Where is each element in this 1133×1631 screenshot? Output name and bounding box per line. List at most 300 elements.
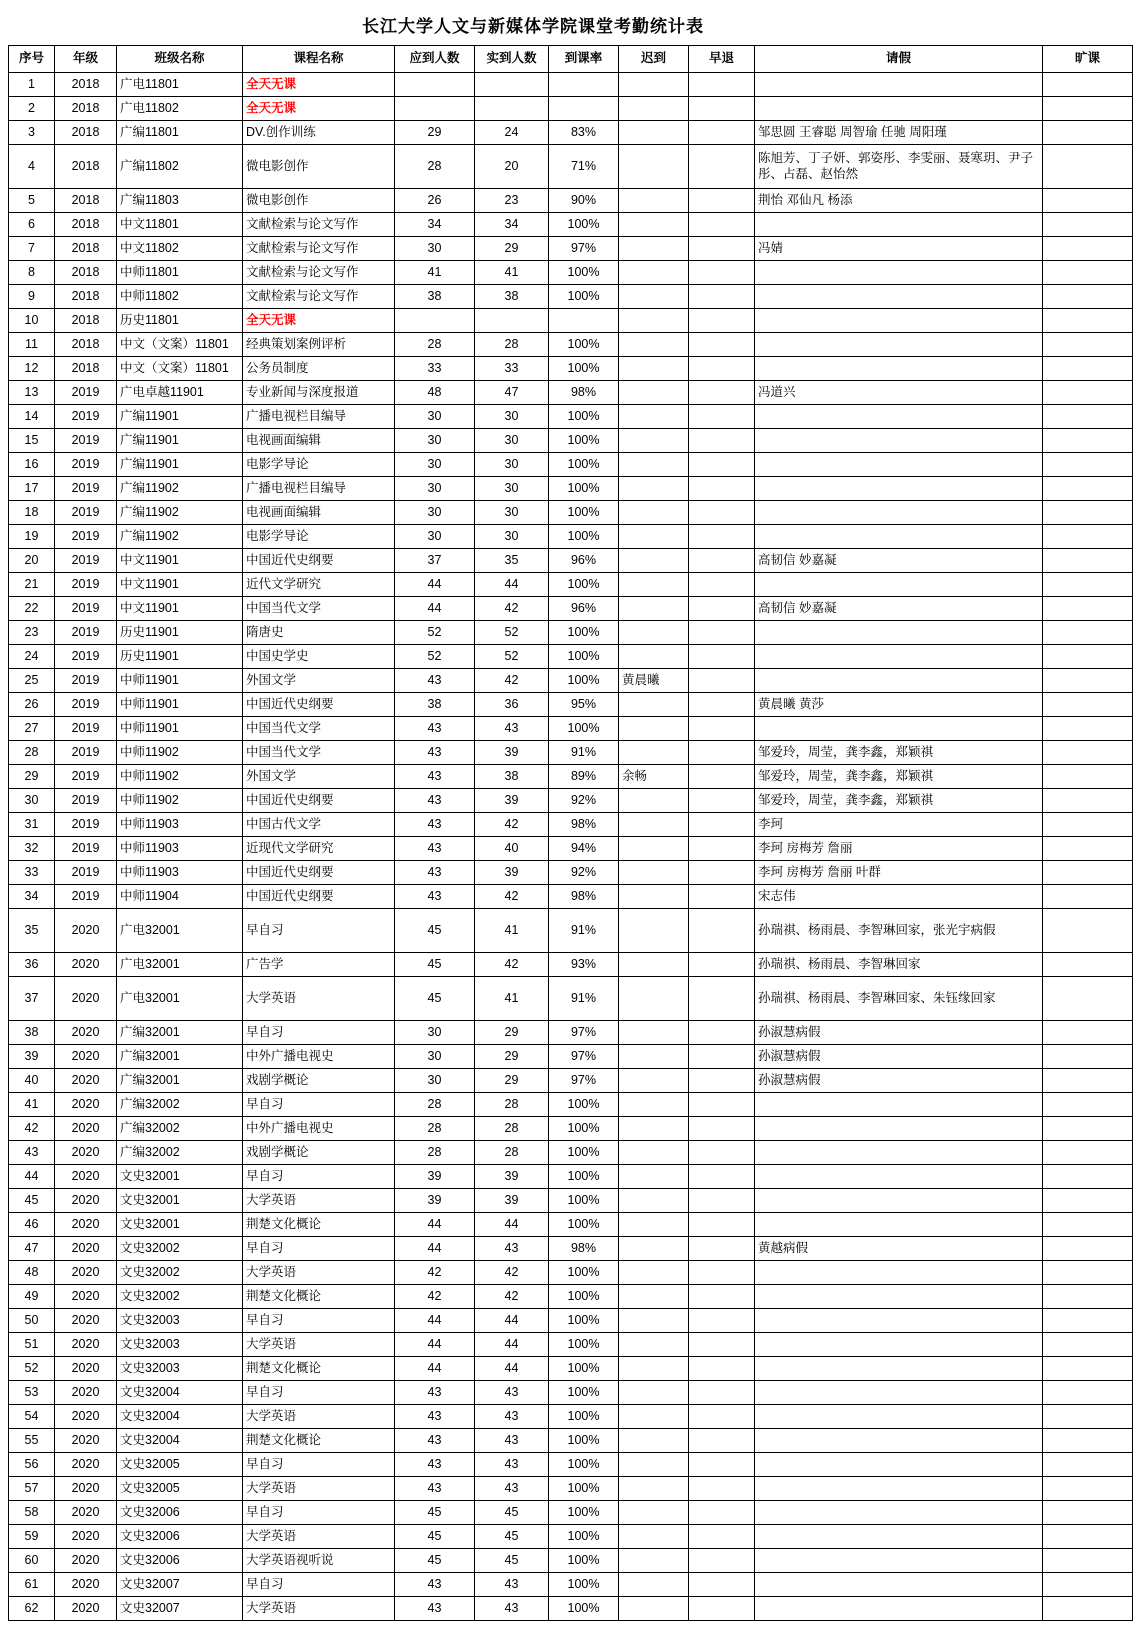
cell-late	[619, 837, 689, 861]
cell-late	[619, 381, 689, 405]
cell-absent	[1043, 1117, 1133, 1141]
cell-course: 大学英语视听说	[243, 1549, 395, 1573]
cell-rate: 91%	[549, 977, 619, 1021]
cell-late	[619, 885, 689, 909]
cell-leave: 李珂 房梅芳 詹丽 叶群	[755, 861, 1043, 885]
cell-early-leave	[689, 1045, 755, 1069]
cell-late	[619, 1117, 689, 1141]
cell-expected: 28	[395, 1093, 475, 1117]
cell-expected: 30	[395, 429, 475, 453]
cell-late	[619, 621, 689, 645]
cell-class: 文史32003	[117, 1357, 243, 1381]
cell-class: 中师11901	[117, 717, 243, 741]
cell-grade: 2018	[55, 213, 117, 237]
cell-leave: 邹爱玲，周莹，龚李鑫，郑颖祺	[755, 741, 1043, 765]
cell-class: 文史32005	[117, 1453, 243, 1477]
cell-class: 中师11801	[117, 261, 243, 285]
cell-index: 34	[9, 885, 55, 909]
cell-expected: 38	[395, 285, 475, 309]
cell-late	[619, 1405, 689, 1429]
cell-class: 广编32001	[117, 1045, 243, 1069]
cell-expected: 44	[395, 597, 475, 621]
cell-course: 公务员制度	[243, 357, 395, 381]
cell-leave	[755, 1333, 1043, 1357]
cell-class: 广电32001	[117, 977, 243, 1021]
cell-early-leave	[689, 1093, 755, 1117]
cell-rate	[549, 97, 619, 121]
cell-grade: 2020	[55, 1381, 117, 1405]
cell-index: 54	[9, 1405, 55, 1429]
cell-early-leave	[689, 453, 755, 477]
cell-leave: 孙淑慧病假	[755, 1021, 1043, 1045]
cell-class: 广电32001	[117, 909, 243, 953]
cell-absent	[1043, 213, 1133, 237]
cell-absent	[1043, 573, 1133, 597]
cell-actual: 42	[475, 669, 549, 693]
cell-grade: 2019	[55, 453, 117, 477]
cell-grade: 2019	[55, 765, 117, 789]
cell-grade: 2018	[55, 333, 117, 357]
cell-late	[619, 189, 689, 213]
cell-leave	[755, 453, 1043, 477]
cell-late	[619, 237, 689, 261]
cell-index: 61	[9, 1573, 55, 1597]
cell-grade: 2020	[55, 1309, 117, 1333]
cell-expected: 45	[395, 1549, 475, 1573]
cell-grade: 2019	[55, 789, 117, 813]
cell-actual: 52	[475, 621, 549, 645]
cell-rate: 100%	[549, 525, 619, 549]
cell-course: 早自习	[243, 1309, 395, 1333]
cell-expected: 44	[395, 1237, 475, 1261]
cell-index: 25	[9, 669, 55, 693]
cell-actual: 29	[475, 1069, 549, 1093]
cell-class: 广编11801	[117, 121, 243, 145]
cell-expected: 43	[395, 1597, 475, 1621]
cell-leave	[755, 1285, 1043, 1309]
cell-late	[619, 1165, 689, 1189]
cell-rate: 100%	[549, 645, 619, 669]
cell-course: 大学英语	[243, 1405, 395, 1429]
cell-absent	[1043, 765, 1133, 789]
cell-early-leave	[689, 977, 755, 1021]
cell-rate: 100%	[549, 1213, 619, 1237]
cell-leave	[755, 1357, 1043, 1381]
cell-absent	[1043, 1141, 1133, 1165]
cell-expected: 30	[395, 453, 475, 477]
table-row	[9, 1213, 1133, 1237]
cell-leave	[755, 669, 1043, 693]
header-absent: 旷课	[1043, 46, 1133, 73]
cell-expected: 26	[395, 189, 475, 213]
cell-late	[619, 429, 689, 453]
cell-leave: 宋志伟	[755, 885, 1043, 909]
cell-actual: 23	[475, 189, 549, 213]
cell-course: 广告学	[243, 953, 395, 977]
cell-rate: 100%	[549, 453, 619, 477]
cell-grade: 2020	[55, 1285, 117, 1309]
cell-grade: 2019	[55, 597, 117, 621]
cell-rate: 100%	[549, 501, 619, 525]
cell-grade: 2019	[55, 717, 117, 741]
cell-course: 中国古代文学	[243, 813, 395, 837]
cell-index: 35	[9, 909, 55, 953]
cell-leave	[755, 1189, 1043, 1213]
cell-early-leave	[689, 1477, 755, 1501]
cell-course: 文献检索与论文写作	[243, 237, 395, 261]
cell-index: 62	[9, 1597, 55, 1621]
cell-actual: 29	[475, 1021, 549, 1045]
cell-rate: 89%	[549, 765, 619, 789]
page-title: 长江大学人文与新媒体学院课堂考勤统计表	[362, 17, 704, 36]
cell-class: 广编32002	[117, 1141, 243, 1165]
cell-actual: 43	[475, 1453, 549, 1477]
cell-actual: 39	[475, 741, 549, 765]
cell-late	[619, 405, 689, 429]
cell-grade: 2019	[55, 429, 117, 453]
cell-index: 60	[9, 1549, 55, 1573]
cell-rate: 100%	[549, 333, 619, 357]
cell-early-leave	[689, 765, 755, 789]
cell-leave	[755, 1429, 1043, 1453]
table-row	[9, 1045, 1133, 1069]
cell-absent	[1043, 789, 1133, 813]
cell-absent	[1043, 813, 1133, 837]
cell-absent	[1043, 333, 1133, 357]
cell-rate: 92%	[549, 789, 619, 813]
header-grade: 年级	[55, 46, 117, 73]
header-expected: 应到人数	[395, 46, 475, 73]
cell-absent	[1043, 1573, 1133, 1597]
cell-grade: 2019	[55, 645, 117, 669]
cell-expected: 43	[395, 837, 475, 861]
cell-class: 历史11901	[117, 621, 243, 645]
cell-index: 27	[9, 717, 55, 741]
cell-grade: 2020	[55, 1357, 117, 1381]
cell-rate: 100%	[549, 573, 619, 597]
table-row	[9, 1189, 1133, 1213]
cell-absent	[1043, 1525, 1133, 1549]
cell-course: 戏剧学概论	[243, 1141, 395, 1165]
cell-rate: 97%	[549, 1021, 619, 1045]
cell-early-leave	[689, 309, 755, 333]
cell-absent	[1043, 1285, 1133, 1309]
table-row	[9, 357, 1133, 381]
cell-late	[619, 1333, 689, 1357]
cell-course: 大学英语	[243, 1189, 395, 1213]
cell-rate: 98%	[549, 813, 619, 837]
cell-actual: 28	[475, 1117, 549, 1141]
cell-rate: 97%	[549, 237, 619, 261]
cell-leave	[755, 1597, 1043, 1621]
table-row	[9, 1453, 1133, 1477]
cell-early-leave	[689, 333, 755, 357]
cell-course: 近代文学研究	[243, 573, 395, 597]
cell-late	[619, 1021, 689, 1045]
cell-class: 文史32006	[117, 1501, 243, 1525]
cell-class: 广编11901	[117, 405, 243, 429]
cell-early-leave	[689, 837, 755, 861]
cell-late	[619, 953, 689, 977]
cell-early-leave	[689, 669, 755, 693]
cell-actual: 41	[475, 909, 549, 953]
cell-grade: 2018	[55, 121, 117, 145]
cell-leave	[755, 501, 1043, 525]
cell-leave: 黄晨曦 黄莎	[755, 693, 1043, 717]
cell-expected: 43	[395, 1405, 475, 1429]
cell-expected: 45	[395, 953, 475, 977]
header-index: 序号	[9, 46, 55, 73]
cell-index: 9	[9, 285, 55, 309]
cell-rate: 96%	[549, 597, 619, 621]
cell-absent	[1043, 261, 1133, 285]
cell-rate: 100%	[549, 1117, 619, 1141]
cell-leave	[755, 309, 1043, 333]
cell-grade: 2019	[55, 813, 117, 837]
header-rate: 到课率	[549, 46, 619, 73]
header-actual: 实到人数	[475, 46, 549, 73]
cell-early-leave	[689, 1069, 755, 1093]
cell-grade: 2019	[55, 669, 117, 693]
cell-class: 中文11801	[117, 213, 243, 237]
table-row	[9, 1237, 1133, 1261]
cell-grade: 2018	[55, 357, 117, 381]
cell-absent	[1043, 121, 1133, 145]
cell-course: 早自习	[243, 1573, 395, 1597]
cell-class: 文史32004	[117, 1381, 243, 1405]
cell-expected: 30	[395, 525, 475, 549]
cell-expected: 44	[395, 573, 475, 597]
cell-actual: 45	[475, 1501, 549, 1525]
cell-course: 大学英语	[243, 1261, 395, 1285]
cell-late	[619, 1453, 689, 1477]
cell-rate: 100%	[549, 1261, 619, 1285]
cell-grade: 2020	[55, 1501, 117, 1525]
cell-actual: 44	[475, 1333, 549, 1357]
cell-absent	[1043, 837, 1133, 861]
cell-class: 中师11902	[117, 765, 243, 789]
cell-index: 41	[9, 1093, 55, 1117]
cell-absent	[1043, 309, 1133, 333]
table-row	[9, 813, 1133, 837]
cell-expected: 39	[395, 1165, 475, 1189]
cell-leave	[755, 73, 1043, 97]
cell-leave: 邹爱玲，周莹，龚李鑫，郑颖祺	[755, 765, 1043, 789]
cell-early-leave	[689, 1285, 755, 1309]
cell-expected: 34	[395, 213, 475, 237]
cell-course: 中国当代文学	[243, 597, 395, 621]
cell-rate: 100%	[549, 429, 619, 453]
cell-rate: 100%	[549, 717, 619, 741]
cell-early-leave	[689, 549, 755, 573]
cell-absent	[1043, 1021, 1133, 1045]
cell-expected: 37	[395, 549, 475, 573]
cell-rate: 95%	[549, 693, 619, 717]
cell-rate: 100%	[549, 1333, 619, 1357]
cell-early-leave	[689, 621, 755, 645]
cell-grade: 2019	[55, 525, 117, 549]
cell-course: DV.创作训练	[243, 121, 395, 145]
cell-early-leave	[689, 357, 755, 381]
cell-late	[619, 121, 689, 145]
cell-late	[619, 1501, 689, 1525]
cell-absent	[1043, 645, 1133, 669]
cell-absent	[1043, 1069, 1133, 1093]
cell-class: 中师11802	[117, 285, 243, 309]
cell-late	[619, 285, 689, 309]
cell-rate: 71%	[549, 145, 619, 189]
cell-index: 20	[9, 549, 55, 573]
cell-absent	[1043, 549, 1133, 573]
cell-absent	[1043, 861, 1133, 885]
cell-grade: 2018	[55, 285, 117, 309]
cell-class: 中文（文案）11801	[117, 333, 243, 357]
cell-grade: 2019	[55, 381, 117, 405]
table-row	[9, 1021, 1133, 1045]
cell-early-leave	[689, 885, 755, 909]
cell-actual: 44	[475, 1357, 549, 1381]
cell-expected: 42	[395, 1285, 475, 1309]
cell-absent	[1043, 453, 1133, 477]
cell-rate: 96%	[549, 549, 619, 573]
cell-expected	[395, 97, 475, 121]
cell-expected: 28	[395, 1117, 475, 1141]
cell-early-leave	[689, 1381, 755, 1405]
cell-rate: 83%	[549, 121, 619, 145]
cell-grade: 2019	[55, 405, 117, 429]
attendance-table	[8, 45, 1133, 1621]
cell-expected: 30	[395, 237, 475, 261]
cell-late	[619, 97, 689, 121]
cell-early-leave	[689, 1501, 755, 1525]
table-row	[9, 333, 1133, 357]
cell-expected: 43	[395, 789, 475, 813]
cell-absent	[1043, 73, 1133, 97]
cell-leave: 邹思圆 王睿聪 周智瑜 任驰 周阳瑾	[755, 121, 1043, 145]
cell-index: 26	[9, 693, 55, 717]
cell-index: 7	[9, 237, 55, 261]
cell-expected: 44	[395, 1333, 475, 1357]
table-row	[9, 1549, 1133, 1573]
cell-early-leave	[689, 1573, 755, 1597]
cell-index: 15	[9, 429, 55, 453]
cell-absent	[1043, 1357, 1133, 1381]
cell-leave	[755, 645, 1043, 669]
cell-expected: 43	[395, 1429, 475, 1453]
cell-actual: 42	[475, 1261, 549, 1285]
cell-rate: 100%	[549, 1525, 619, 1549]
table-row	[9, 573, 1133, 597]
cell-expected	[395, 309, 475, 333]
table-row	[9, 861, 1133, 885]
cell-leave	[755, 1261, 1043, 1285]
cell-index: 51	[9, 1333, 55, 1357]
cell-absent	[1043, 381, 1133, 405]
cell-late	[619, 1549, 689, 1573]
cell-course: 荆楚文化概论	[243, 1357, 395, 1381]
cell-early-leave	[689, 693, 755, 717]
cell-index: 1	[9, 73, 55, 97]
cell-early-leave	[689, 285, 755, 309]
cell-course: 全天无课	[243, 309, 395, 333]
cell-rate: 100%	[549, 1477, 619, 1501]
cell-expected: 45	[395, 1525, 475, 1549]
cell-rate: 91%	[549, 741, 619, 765]
cell-leave	[755, 1549, 1043, 1573]
cell-actual: 43	[475, 1477, 549, 1501]
table-row	[9, 1141, 1133, 1165]
cell-late	[619, 357, 689, 381]
cell-rate: 100%	[549, 1309, 619, 1333]
cell-index: 52	[9, 1357, 55, 1381]
cell-actual: 38	[475, 285, 549, 309]
cell-leave	[755, 1309, 1043, 1333]
cell-course: 微电影创作	[243, 189, 395, 213]
cell-actual: 41	[475, 261, 549, 285]
cell-early-leave	[689, 573, 755, 597]
cell-grade: 2020	[55, 1405, 117, 1429]
cell-early-leave	[689, 645, 755, 669]
cell-absent	[1043, 1501, 1133, 1525]
cell-grade: 2020	[55, 1333, 117, 1357]
cell-late	[619, 1213, 689, 1237]
cell-absent	[1043, 97, 1133, 121]
cell-early-leave	[689, 861, 755, 885]
cell-early-leave	[689, 477, 755, 501]
cell-class: 广编11802	[117, 145, 243, 189]
cell-absent	[1043, 693, 1133, 717]
cell-grade: 2020	[55, 1045, 117, 1069]
table-body	[9, 73, 1133, 1621]
cell-course: 电影学导论	[243, 525, 395, 549]
cell-late	[619, 213, 689, 237]
cell-class: 广电卓越11901	[117, 381, 243, 405]
cell-grade: 2019	[55, 477, 117, 501]
cell-early-leave	[689, 405, 755, 429]
cell-grade: 2020	[55, 1525, 117, 1549]
cell-index: 21	[9, 573, 55, 597]
cell-late	[619, 1309, 689, 1333]
cell-course: 早自习	[243, 1501, 395, 1525]
cell-index: 22	[9, 597, 55, 621]
cell-class: 广电32001	[117, 953, 243, 977]
cell-leave	[755, 333, 1043, 357]
cell-leave	[755, 1141, 1043, 1165]
cell-leave: 冯婧	[755, 237, 1043, 261]
cell-actual: 30	[475, 429, 549, 453]
cell-late	[619, 1477, 689, 1501]
cell-class: 文史32006	[117, 1549, 243, 1573]
table-row	[9, 97, 1133, 121]
cell-late	[619, 549, 689, 573]
cell-expected: 39	[395, 1189, 475, 1213]
cell-class: 文史32004	[117, 1405, 243, 1429]
cell-late	[619, 525, 689, 549]
cell-expected	[395, 73, 475, 97]
cell-actual: 36	[475, 693, 549, 717]
cell-actual	[475, 97, 549, 121]
table-row	[9, 645, 1133, 669]
cell-expected: 43	[395, 765, 475, 789]
cell-course: 中国近代史纲要	[243, 861, 395, 885]
cell-early-leave	[689, 381, 755, 405]
cell-expected: 38	[395, 693, 475, 717]
cell-class: 中文11901	[117, 549, 243, 573]
cell-absent	[1043, 669, 1133, 693]
cell-early-leave	[689, 1189, 755, 1213]
cell-actual: 42	[475, 597, 549, 621]
cell-index: 4	[9, 145, 55, 189]
